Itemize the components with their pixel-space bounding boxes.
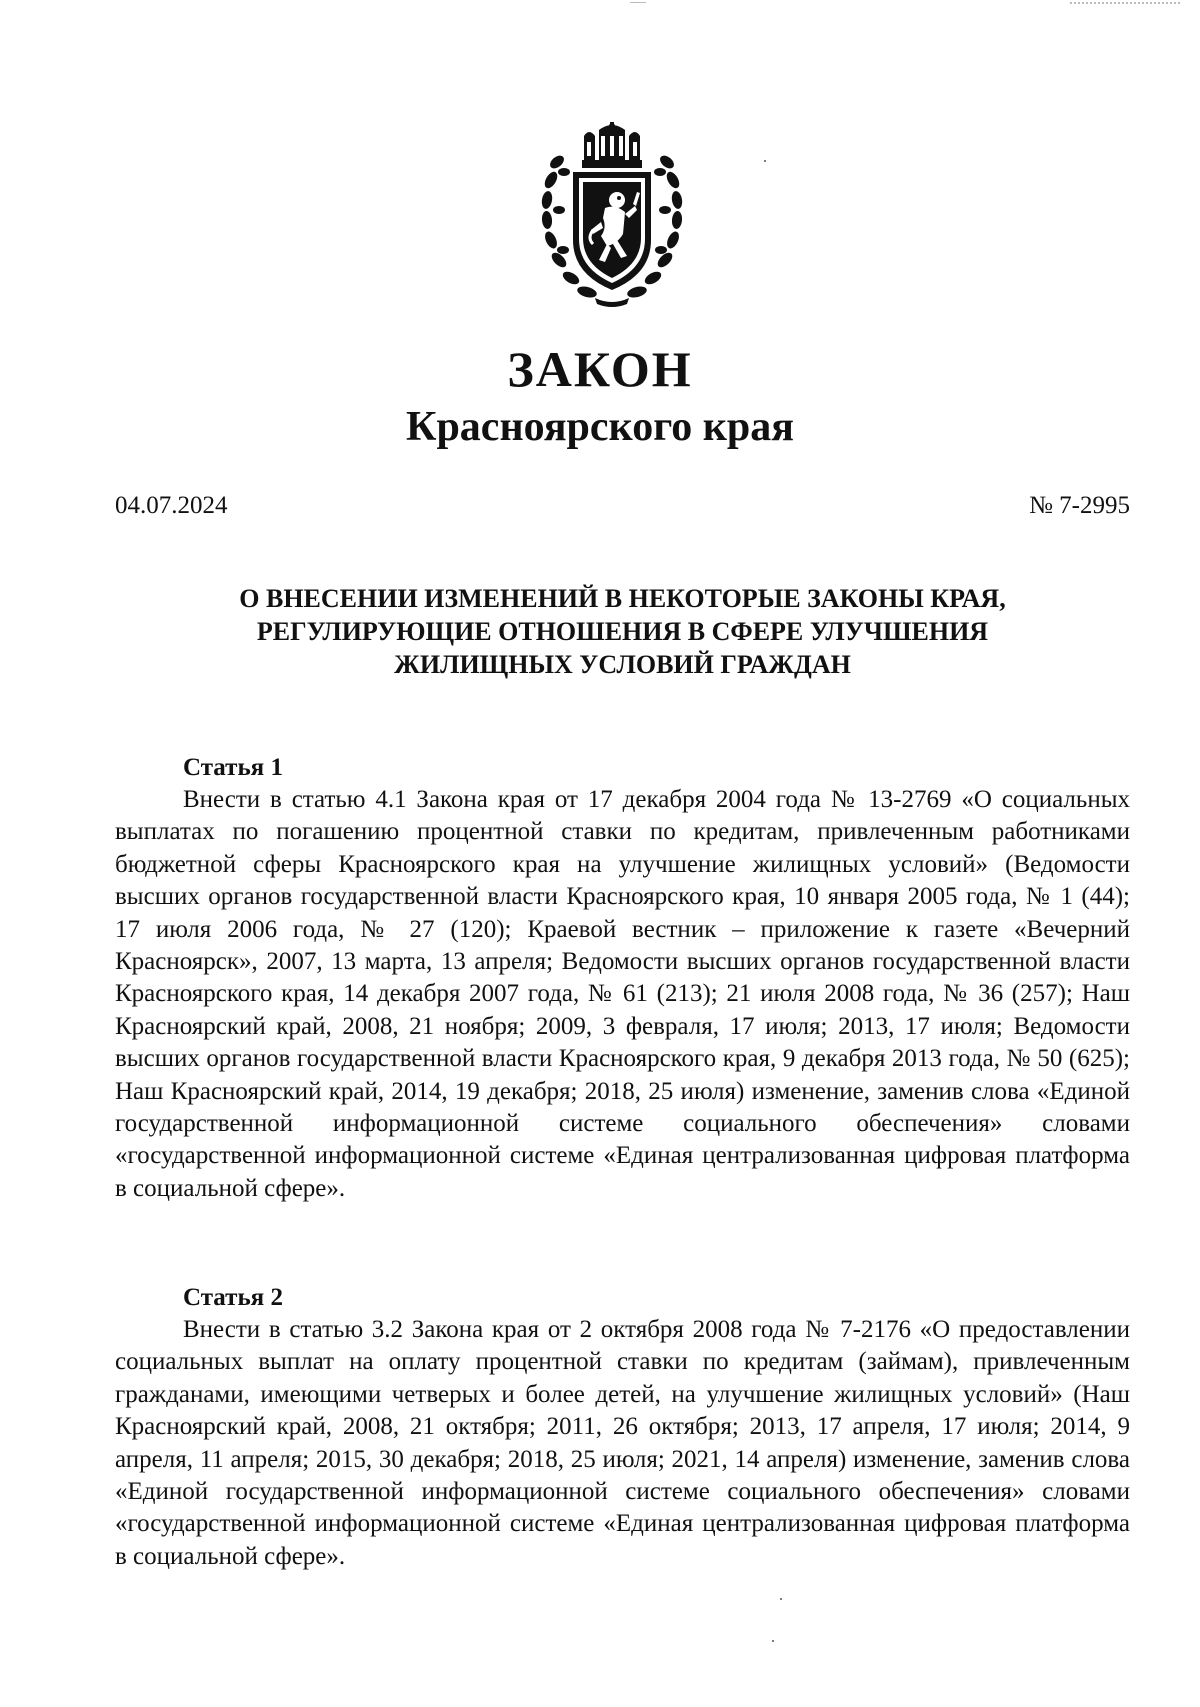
scan-speck <box>772 1640 774 1642</box>
document-subtitle: Красноярского края <box>405 404 795 450</box>
article-2 <box>115 1282 1130 1573</box>
document-title: ЗАКОН <box>507 341 693 397</box>
article-1 <box>115 752 1130 1205</box>
scan-speck <box>764 160 766 162</box>
document-number: № 7-2995 <box>1029 492 1130 519</box>
law-heading-line: О ВНЕСЕНИИ ИЗМЕНЕНИЙ В НЕКОТОРЫЕ ЗАКОНЫ КРАЯ, <box>239 584 1006 613</box>
law-heading <box>115 582 1130 681</box>
law-heading-line: ЖИЛИЩНЫХ УСЛОВИЙ ГРАЖДАН <box>394 650 851 679</box>
law-heading-line: РЕГУЛИРУЮЩИЕ ОТНОШЕНИЯ В СФЕРЕ УЛУЧШЕНИЯ <box>256 617 989 646</box>
scan-mark <box>630 2 646 3</box>
article-title: Статья 2 <box>183 1284 283 1311</box>
article-title: Статья 1 <box>183 754 283 781</box>
scan-mark <box>1070 2 1180 8</box>
document-meta <box>115 492 1130 520</box>
document-date: 04.07.2024 <box>115 492 228 519</box>
scan-speck <box>780 1598 782 1600</box>
article-body: Внести в статью 4.1 Закона края от 17 декабря 2004 года № 13-2769 «О социальных выплатах по погашению процентной ставки по кредитам, привлеченным работниками бюджетной сферы Красноярского края на улучшение жилищных условий» (Ведомости высших органов государственной власти Красноярского края, 10 января 2005 года, № 1 (44); 17 июля 2006 года, № 27 (120); Краевой вестник – приложение к газете «Вечерний Красноярск», 2007, 13 марта, 13 апреля; Ведомости высших органов государственной власти Красноярского края, 14 декабря 2007 года, № 61 (213); 21 июля 2008 года, № 36 (257); Наш Красноярский край, 2008, 21 ноября; 2009, 3 февраля, 17 июля; 2013, 17 июля; Ведомости высших органов государственной власти Красноярского края, 9 декабря 2013 года, № 50 (625); Наш Красноярский край, 2014, 19 декабря; 2018, 25 июля) изменение, заменив слова «Единой государственной информационной системе социального обеспечения» словами «государственной информационной системе «Единая централизованная цифровая платформа в социальной сфере». <box>115 786 1130 1202</box>
article-body: Внести в статью 3.2 Закона края от 2 октября 2008 года № 7-2176 «О предоставлении социальных выплат на оплату процентной ставки по кредитам (займам), привлеченным гражданами, имеющими четверых и более детей, на улучшение жилищных условий» (Наш Красноярский край, 2008, 21 октября; 2011, 26 октября; 2013, 17 апреля, 17 июля; 2014, 9 апреля, 11 апреля; 2015, 30 декабря; 2018, 25 июля; 2021, 14 апреля) изменение, заменив слова «Единой государственной информационной системе социального обеспечения» словами «государственной информационной системе «Единая централизованная цифровая платформа в социальной сфере». <box>115 1316 1130 1570</box>
coat-of-arms-icon <box>537 122 687 307</box>
